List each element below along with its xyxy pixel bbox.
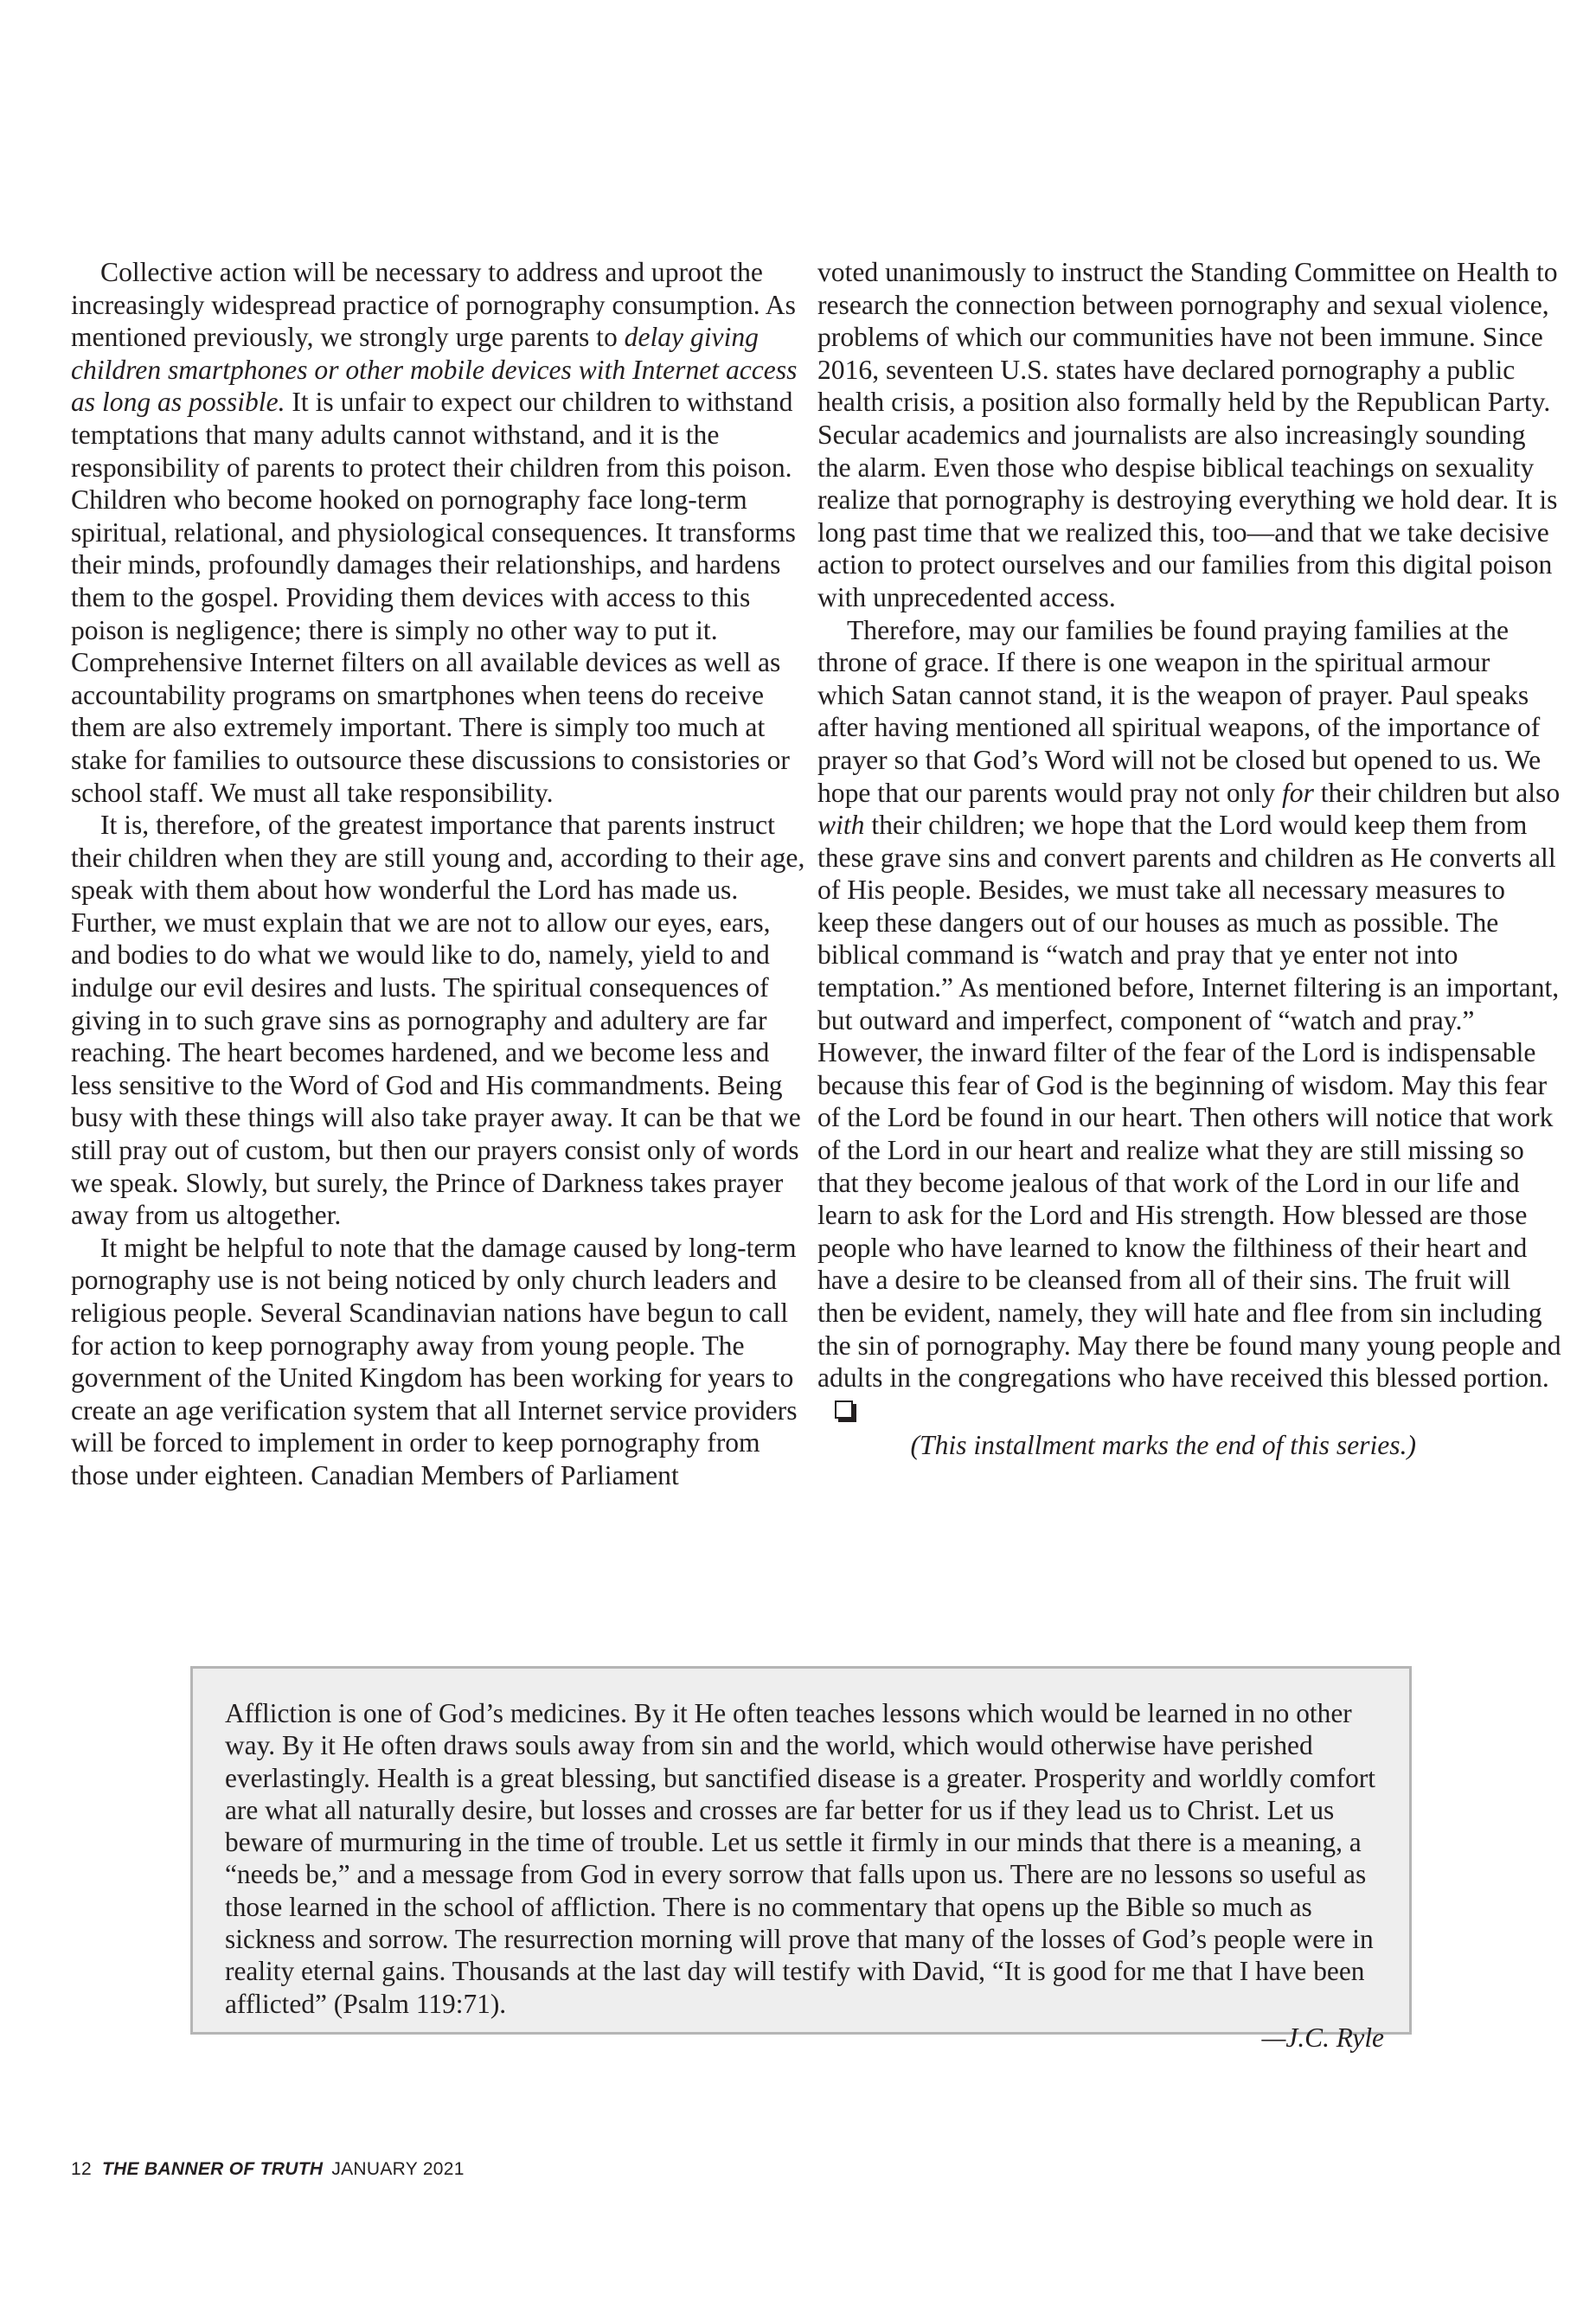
italic-text: delay giving children smartphones or other mobile devices with Internet access as long as possible. — [71, 322, 798, 418]
text-run: It is unfair to expect our children to withstand temptations that many adults cannot withstand, and it is the responsibility of parents to protect their children from this poison. Children who become hooked on pornography face long-term spiritual, relational, and physiological consequences. It transforms their minds, profoundly damages their relationships, and hardens them to the gospel. Providing them devices with access to this poison is negligence; there is simply no other way to put it. Comprehensive Internet filters on all available devices as well as accountability programs on smartphones when teens do receive them are also extremely important. There is simply too much at stake for families to outsource these discussions to consistories or school staff. We must all take responsibility. — [71, 387, 796, 808]
italic-text: with — [817, 810, 865, 841]
quote-author: —J.C. Ryle — [1261, 2022, 1384, 2053]
quote-box — [190, 1666, 1412, 2053]
page-footer — [71, 2159, 465, 2180]
article-paragraph — [71, 809, 817, 1232]
page-number: 12 — [71, 2159, 92, 2179]
publication-title: THE BANNER OF TRUTH — [101, 2159, 324, 2179]
italic-text: for — [1282, 777, 1314, 808]
quote-text: Affliction is one of God’s medicines. By it He often teaches lessons which would be learned in no other way. By it He often draws souls away from sin and the world, which would otherwise have perished everlastingly. Health is a great blessing, but sanctified disease is a greater. Prosperity and worldly comfort are what all naturally desire, but losses and crosses are far better for us if they lead us to Christ. Let us beware of murmuring in the time of trouble. Let us settle it firmly in our minds that there is a meaning, a “needs be,” and a message from God in every sorrow that falls upon us. There are no lessons so useful as those learned in the school of affliction. There is no commentary that opens up the Bible so much as sickness and sorrow. The resurrection morning will prove that many of the losses of God’s people were in reality eternal gains. Thousands at the last day will testify with David, “It is good for me that I have been afflicted” (Psalm 119:71). — [225, 1698, 1375, 2019]
article-right-column — [817, 256, 1563, 1462]
text-run: Collective action will be necessary to address and uproot the increasingly widespread practice of pornography consumption. As mentioned previously, we strongly urge parents to — [71, 257, 796, 353]
series-note: (This installment marks the end of this series.) — [910, 1430, 1416, 1461]
text-run: It is, therefore, of the greatest importance that parents instruct their children when they are still young and, according to their age, speak with them about how wonderful the Lord has made us. Further, we must explain that we are not to allow our eyes, ears, and bodies to do what we would like to do, namely, yield to and indulge our evil desires and lusts. The spiritual consequences of giving in to such grave sins as pornography and adultery are far reaching. The heart becomes hardened, and we become less and less sensitive to the Word of God and His commandments. Being busy with these things will also take prayer away. It can be that we still pray out of custom, but then our prayers consist only of words we speak. Slowly, but surely, the Prince of Darkness takes prayer away from us altogether. — [71, 810, 805, 1231]
text-run: Therefore, may our families be found praying families at the throne of grace. If there is one weapon in the spiritual armour which Satan cannot stand, it is the weapon of prayer. Paul speaks after having mentioned all spiritual weapons, of the importance of prayer so that God’s Word will not be closed but opened to us. We hope that our parents would pray not only — [817, 614, 1542, 808]
article-paragraph — [71, 1232, 817, 1492]
article-left-column — [71, 256, 817, 1492]
text-run: their children; we hope that the Lord would keep them from these grave sins and convert parents and children as He converts all of His people. Besides, we must take all necessary measures to keep these dangers out of our houses as much as possible. The biblical command is “watch and pray that ye enter not into temptation.” As mentioned before, Internet filtering is an important, but outward and imperfect, component of “watch and pray.” However, the inward filter of the fear of the Lord is indispensable because this fear of God is the beginning of wisdom. May this fear of the Lord be found in our heart. Then others will notice that work of the Lord in our heart and realize what they are still missing so that they become jealous of that work of the Lord in our life and learn to ask for the Lord and His strength. How blessed are those people who have learned to know the filthiness of their heart and have a desire to be cleansed from all of their sins. The fruit will then be evident, namely, they will hate and flee from sin including the sin of pornography. May there be found many young people and adults in the congregations who have received this blessed portion. — [817, 810, 1561, 1394]
text-run: their children but also — [1313, 777, 1561, 808]
text-run: voted unanimously to instruct the Standing Committee on Health to research the connection between pornography and sexual violence, problems of which our communities have not been immune. Since 2016, seventeen U.S. states have declared pornography a public health crisis, a position also formally held by the Republican Party. Secular academics and journalists are also increasingly sounding the alarm. Even those who despise biblical teachings on sexuality realize that pornography is destroying everything we hold dear. It is long past time that we realized this, too—and that we take decisive action to protect ourselves and our families from this digital poison with unprecedented access. — [817, 257, 1558, 612]
end-of-article-icon — [835, 1400, 853, 1419]
article-paragraph — [817, 614, 1563, 1427]
text-run: It might be helpful to note that the damage caused by long-term pornography use is not being noticed by only church leaders and religious people. Several Scandinavian nations have begun to call for action to keep pornography away from young people. The government of the United Kingdom has been working for years to create an age verification system that all Internet service providers will be forced to implement in order to keep pornography from those under eighteen. Canadian Members of Parliament — [71, 1232, 798, 1490]
article-paragraph — [71, 256, 817, 809]
issue-date: JANUARY 2021 — [331, 2159, 465, 2179]
article-paragraph-continued — [817, 256, 1563, 614]
